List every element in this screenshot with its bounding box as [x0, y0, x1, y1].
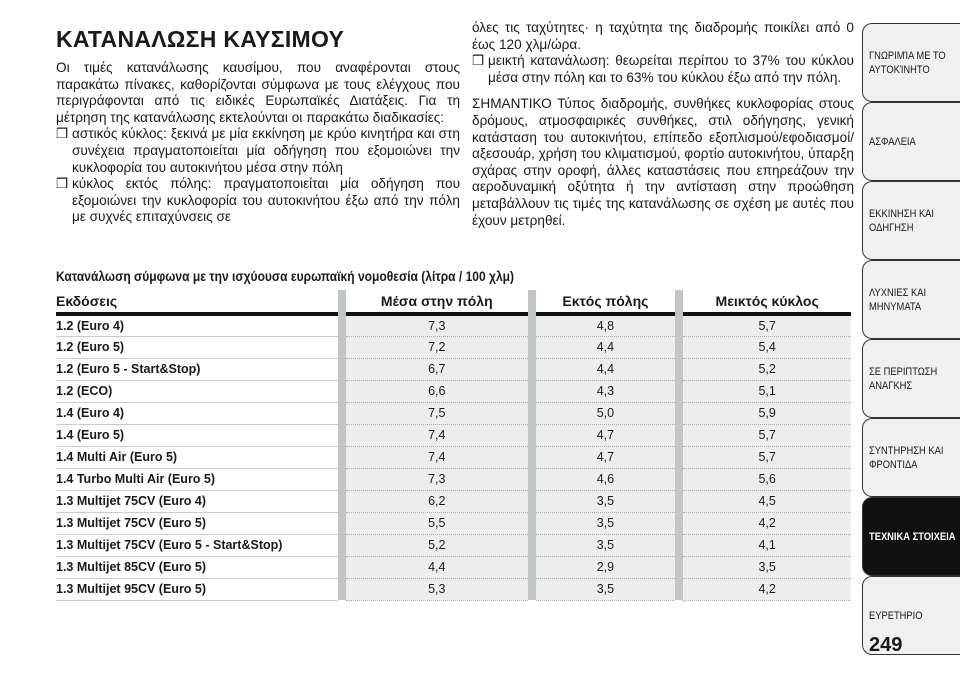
value-cell: 7,3	[346, 468, 528, 490]
section-tabs	[862, 23, 960, 655]
value-cell: 5,5	[346, 512, 528, 534]
consumption-table	[56, 290, 851, 601]
tab-label: ΕΥΡΕΤΗΡΙΟ	[869, 609, 923, 622]
value-cell: 5,2	[683, 358, 851, 380]
value-cell: 4,2	[683, 578, 851, 600]
column-divider	[338, 490, 346, 512]
value-cell: 4,7	[536, 424, 676, 446]
column-divider	[528, 380, 536, 402]
column-divider	[675, 336, 683, 358]
value-cell: 4,4	[346, 556, 528, 578]
version-cell: 1.2 (Euro 5)	[56, 336, 338, 358]
tab-section-0[interactable]	[862, 23, 960, 102]
table-row	[56, 314, 851, 336]
table-row	[56, 336, 851, 358]
column-divider	[338, 358, 346, 380]
value-cell: 5,0	[536, 402, 676, 424]
bullet-extra-continued: όλες τις ταχύτητες· η ταχύτητα της διαδρομής ποικίλει από 0 έως 120 χλμ/ώρα.	[472, 20, 854, 52]
column-divider	[675, 380, 683, 402]
value-cell: 5,9	[683, 402, 851, 424]
table-row	[56, 380, 851, 402]
bullet-text: μεικτή κατανάλωση: θεωρείται περίπου το 37% του κύκλου μέσα στην πόλη και το 63% του κύκλου έξω από την πόλη.	[488, 53, 854, 85]
tab-label: ΑΝΑΓΚΗΣ	[869, 379, 913, 392]
checkbox-bullet-icon: ❒	[56, 176, 69, 192]
version-cell: 1.4 Multi Air (Euro 5)	[56, 446, 338, 468]
table-title: Κατανάλωση σύμφωνα με την ισχύουσα ευρωπαϊκή νομοθεσία (λίτρα / 100 χλμ)	[56, 268, 515, 284]
intro-paragraph: Οι τιμές κατανάλωσης καυσίμου, που αναφέρονται στους παρακάτω πίνακες, καθορίζονται σύμφωνα με τους ελέγχους που περιγράφονται από τις ειδικές Ευρωπαϊκές Διατάξεις. Για τη μέτρηση της κατανάλωσης εκτελούνται οι παρακάτω διαδικασίες:	[56, 60, 460, 125]
table-row	[56, 534, 851, 556]
column-divider	[338, 512, 346, 534]
column-divider	[528, 358, 536, 380]
column-divider	[338, 446, 346, 468]
tab-section-6[interactable]	[862, 497, 960, 576]
value-cell: 3,5	[536, 578, 676, 600]
value-cell: 7,4	[346, 446, 528, 468]
column-divider	[675, 446, 683, 468]
column-header: Εκδόσεις	[56, 290, 338, 314]
column-divider	[528, 490, 536, 512]
tab-label: ΓΝΩΡΙΜΊΑ ΜΕ ΤΟ	[869, 49, 946, 62]
value-cell: 3,5	[683, 556, 851, 578]
tab-label: ΣΥΝΤΗΡΗΣΗ ΚΑΙ	[869, 444, 944, 457]
tab-section-5[interactable]	[862, 418, 960, 497]
column-divider	[528, 512, 536, 534]
column-divider	[528, 534, 536, 556]
version-cell: 1.3 Multijet 85CV (Euro 5)	[56, 556, 338, 578]
value-cell: 7,2	[346, 336, 528, 358]
value-cell: 4,4	[536, 358, 676, 380]
value-cell: 4,8	[536, 314, 676, 336]
tab-section-3[interactable]	[862, 260, 960, 339]
column-divider	[338, 468, 346, 490]
value-cell: 5,7	[683, 314, 851, 336]
version-cell: 1.3 Multijet 75CV (Euro 4)	[56, 490, 338, 512]
column-divider	[528, 556, 536, 578]
column-divider	[675, 578, 683, 600]
value-cell: 5,1	[683, 380, 851, 402]
column-divider	[675, 490, 683, 512]
column-divider	[675, 512, 683, 534]
table-row	[56, 556, 851, 578]
table-row	[56, 468, 851, 490]
bullet-text: κύκλος εκτός πόλης: πραγματοποιείται μία οδήγηση που εξομοιώνει την κυκλοφορία του αυτοκινήτου έξω από την πόλη με συχνές επιταχύνσεις σε	[72, 176, 460, 225]
tab-label: ΣΕ ΠΕΡΙΠΤΩΣΗ	[869, 365, 938, 378]
checkbox-bullet-icon: ❒	[56, 126, 69, 142]
value-cell: 5,2	[346, 534, 528, 556]
version-cell: 1.3 Multijet 95CV (Euro 5)	[56, 578, 338, 600]
tab-label: ΛΥΧΝΙΕΣ ΚΑΙ	[869, 286, 927, 299]
column-divider	[528, 468, 536, 490]
column-header: Μεικτός κύκλος	[683, 290, 851, 314]
column-divider	[528, 402, 536, 424]
column-divider	[528, 336, 536, 358]
version-cell: 1.2 (Euro 5 - Start&Stop)	[56, 358, 338, 380]
column-divider	[675, 534, 683, 556]
value-cell: 7,5	[346, 402, 528, 424]
tab-label: ΜΗΝΥΜΑΤΑ	[869, 300, 922, 313]
tab-label: ΑΣΦΑΛΕΙΑ	[869, 135, 916, 148]
column-divider	[675, 290, 683, 314]
value-cell: 4,6	[536, 468, 676, 490]
value-cell: 3,5	[536, 490, 676, 512]
value-cell: 3,5	[536, 512, 676, 534]
column-divider	[528, 446, 536, 468]
column-divider	[528, 578, 536, 600]
tab-label: ΤΕΧΝΙΚΑ ΣΤΟΙΧΕΙΑ	[869, 530, 956, 543]
column-divider	[338, 402, 346, 424]
value-cell: 6,2	[346, 490, 528, 512]
bullet-text: αστικός κύκλος: ξεκινά με μία εκκίνηση με κρύο κινητήρα και στη συνέχεια πραγματοποιείται μία οδήγηση που εξομοιώνει την κυκλοφορία του αυτοκινήτου μέσα στην πόλη	[72, 126, 460, 175]
tab-label: ΕΚΚΙΝΗΣΗ ΚΑΙ	[869, 207, 935, 220]
version-cell: 1.4 (Euro 4)	[56, 402, 338, 424]
column-divider	[338, 380, 346, 402]
column-divider	[338, 534, 346, 556]
text-column-left	[56, 60, 460, 226]
table-row	[56, 512, 851, 534]
column-divider	[675, 314, 683, 336]
value-cell: 6,7	[346, 358, 528, 380]
column-divider	[675, 402, 683, 424]
column-divider	[528, 424, 536, 446]
tab-label: ΦΡΟΝΤΙΔΑ	[869, 458, 918, 471]
checkbox-bullet-icon: ❒	[472, 53, 485, 69]
value-cell: 7,3	[346, 314, 528, 336]
table-row	[56, 578, 851, 600]
version-cell: 1.2 (ECO)	[56, 380, 338, 402]
column-divider	[528, 314, 536, 336]
column-divider	[338, 314, 346, 336]
table-row	[56, 424, 851, 446]
column-divider	[338, 336, 346, 358]
value-cell: 4,5	[683, 490, 851, 512]
table-row	[56, 358, 851, 380]
value-cell: 4,7	[536, 446, 676, 468]
tab-section-4[interactable]	[862, 339, 960, 418]
tab-section-2[interactable]	[862, 181, 960, 260]
table-row	[56, 402, 851, 424]
value-cell: 5,7	[683, 424, 851, 446]
value-cell: 5,7	[683, 446, 851, 468]
page-title: ΚΑΤΑΝΑΛΩΣΗ ΚΑΥΣΙΜΟΥ	[56, 26, 345, 52]
value-cell: 7,4	[346, 424, 528, 446]
table-row	[56, 446, 851, 468]
table-header-row	[56, 290, 851, 314]
value-cell: 4,1	[683, 534, 851, 556]
version-cell: 1.2 (Euro 4)	[56, 314, 338, 336]
bullet-urban	[56, 126, 460, 176]
bullet-extra-urban	[56, 176, 460, 226]
page-number: 249	[869, 634, 903, 656]
column-divider	[675, 358, 683, 380]
value-cell: 6,6	[346, 380, 528, 402]
value-cell: 4,3	[536, 380, 676, 402]
bullet-mixed	[472, 53, 854, 86]
version-cell: 1.4 (Euro 5)	[56, 424, 338, 446]
value-cell: 5,3	[346, 578, 528, 600]
tab-label: ΟΔΗΓΗΣΗ	[869, 221, 914, 234]
column-divider	[675, 468, 683, 490]
column-divider	[338, 578, 346, 600]
value-cell: 5,6	[683, 468, 851, 490]
column-divider	[338, 556, 346, 578]
version-cell: 1.4 Turbo Multi Air (Euro 5)	[56, 468, 338, 490]
text-column-right	[472, 20, 854, 229]
value-cell: 4,2	[683, 512, 851, 534]
tab-section-1[interactable]	[862, 102, 960, 181]
version-cell: 1.3 Multijet 75CV (Euro 5)	[56, 512, 338, 534]
column-divider	[675, 424, 683, 446]
important-note: ΣΗΜΑΝΤΙΚΟ Τύπος διαδρομής, συνθήκες κυκλοφορίας στους δρόμους, ατμοσφαιρικές συνθήκες, στιλ οδήγησης, γενική κατάσταση του αυτοκινήτου, επίπεδο εξοπλισμού/εφοδιασμοί/αξεσουάρ, χρήση του κλιματισμού, φορτίο αυτοκινήτου, ύπαρξη σχάρας στην οροφή, άλλες καταστάσεις που επηρεάζουν την αεροδυναμική οξύτητα ή την αντίσταση στην προώθηση μεταβάλλουν τις τιμές της κατανάλωσης σε σχέση με αυτές που έχουν μετρηθεί.	[472, 96, 854, 228]
column-divider	[338, 424, 346, 446]
column-header: Μέσα στην πόλη	[346, 290, 528, 314]
version-cell: 1.3 Multijet 75CV (Euro 5 - Start&Stop)	[56, 534, 338, 556]
column-header: Εκτός πόλης	[536, 290, 676, 314]
value-cell: 2,9	[536, 556, 676, 578]
tab-label: ΑΥΤΟΚΊΝΗΤΟ	[869, 63, 930, 76]
value-cell: 3,5	[536, 534, 676, 556]
table-row	[56, 490, 851, 512]
column-divider	[528, 290, 536, 314]
column-divider	[338, 290, 346, 314]
value-cell: 5,4	[683, 336, 851, 358]
column-divider	[675, 556, 683, 578]
value-cell: 4,4	[536, 336, 676, 358]
